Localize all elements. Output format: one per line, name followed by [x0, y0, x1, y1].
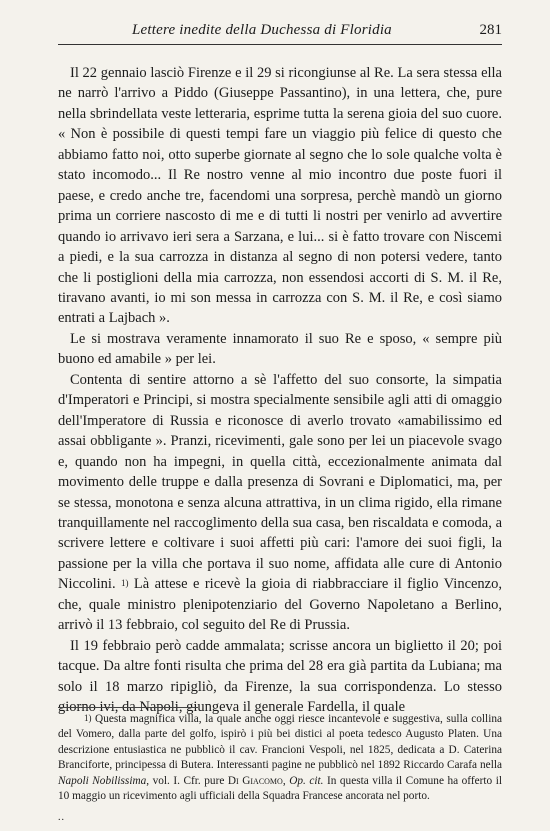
main-text: [58, 63, 502, 718]
page-number: 281: [479, 22, 502, 38]
footnote-text-3: ,: [282, 774, 286, 787]
running-header: [58, 20, 502, 45]
footnote-body: [58, 712, 502, 804]
bottom-marks: ..: [58, 812, 65, 823]
footnote-separator: [58, 707, 198, 708]
footnote-reference: 1): [121, 578, 129, 589]
footnote-text-4: In questa villa il Comune ha offerto il 10 maggio un ricevimento agli ufficiali della Squadra Francese ancorata nel porto.: [58, 774, 502, 803]
footnote: [58, 712, 502, 804]
paragraph-3: [58, 370, 502, 636]
paragraph-1: Il 22 gennaio lasciò Firenze e il 29 si ricongiunse al Re. La sera stessa ella ne narrò l'arrivo a Piddo (Giuseppe Passantino), in una lettera, che, pure nella sbrindellata veste letteraria, esprime tutta la serena gioia del suo cuore. « Non è possibile di questi tempi fare un viaggio più felice di questo che abbiamo fatto noi, otto superbe giornate al segno che lo sole qualche volta è stato incomodo... Il Re nostro venne al mio incontro due poste fuori il paese, e credo anche tre, facendomi una sorpresa, perchè mandò un giorno prima un corriere nascosto di me e di tutti li nostri per venirlo ad avvertire quando io arrivavo ieri sera a Sarzana, e lui... si è fatto trovare con Niscemi a piedi, e la sua carrozza in distanza al segno di non potersi vedere, tanto che li postiglioni della mia carrozza, non essendosi accorti di S. M. il Re, tiravano avanti, io mi son messa in carrozza con S. M. il Re, e così siamo entrati a Lajbach ».: [58, 65, 502, 327]
footnote-text-2: , vol. I. Cfr. pure: [146, 774, 225, 787]
footnote-op-cit: Op. cit.: [289, 774, 324, 787]
footnote-author: Di Giacomo: [227, 774, 283, 787]
paragraph-4: Il 19 febbraio però cadde ammalata; scrisse ancora un biglietto il 20; poi tacque. Da altre fonti risulta che prima del 28 era già partita da Lubiana; ma solo il 18 marzo ripigliò, da Firenze, la sua corrispondenza. Lo stesso giorno ivi, da Napoli, giungeva il generale Fardella, il quale: [58, 637, 502, 716]
footnote-journal-title: Napoli Nobilissima: [58, 774, 147, 787]
running-title: Lettere inedite della Duchessa di Floridia: [132, 22, 392, 38]
footnote-marker: 1): [84, 713, 92, 723]
footnote-text-1: Questa magnifica villa, la quale anche oggi riesce incantevole e suggestiva, sulla collina del Vomero, dalla parte del golfo, ispirò i più bei distici al poeta tedesco Augusto Platen. Una descrizione entusiastica ne pubblicò il cav. Francioni Vespoli, nel 1825, dedicata a D. Caterina Branciforte, principessa di Butera. Interessanti pagine ne pubblicò nel 1892 Riccardo Carafa nella: [58, 713, 502, 772]
paragraph-3-text: Contenta di sentire attorno a sè l'affetto del suo consorte, la simpatia d'Imperatori e Principi, si mostra specialmente sensibile agli atti di omaggio dell'Imperatore di Russia e riconosce di averlo trovato «amabilissimo ed assai obbligante ». Pranzi, ricevimenti, gale sono per lei un piacevole svago e, quando non ha impegni, in quella città, eccezionalmente animata dal movimento delle truppe e dalla presenza di Sovrani e Diplomatici, ma, per se stessa, monotona e senza alcuna attrattiva, in un clima rigido, ella rimane tranquillamente nel raccoglimento della sua casa, ben riscaldata e comoda, a scrivere lettere e coltivare i suoi affetti più cari: l'amore dei suoi figli, la passione per la villa che portava il suo nome, affidata alle cure di Antonio Niccolini.: [58, 371, 502, 593]
paragraph-2: Le si mostrava veramente innamorato il suo Re e sposo, « sempre più buono ed amabile » per lei.: [58, 330, 502, 368]
paragraph-3-continuation: Là attese e ricevè la gioia di riabbracciare il figlio Vincenzo, che, quale ministro plenipotenziario del Governo Napoletano a Berlino, arrivò il 13 febbraio, col seguito del Re di Prussia.: [58, 576, 502, 634]
